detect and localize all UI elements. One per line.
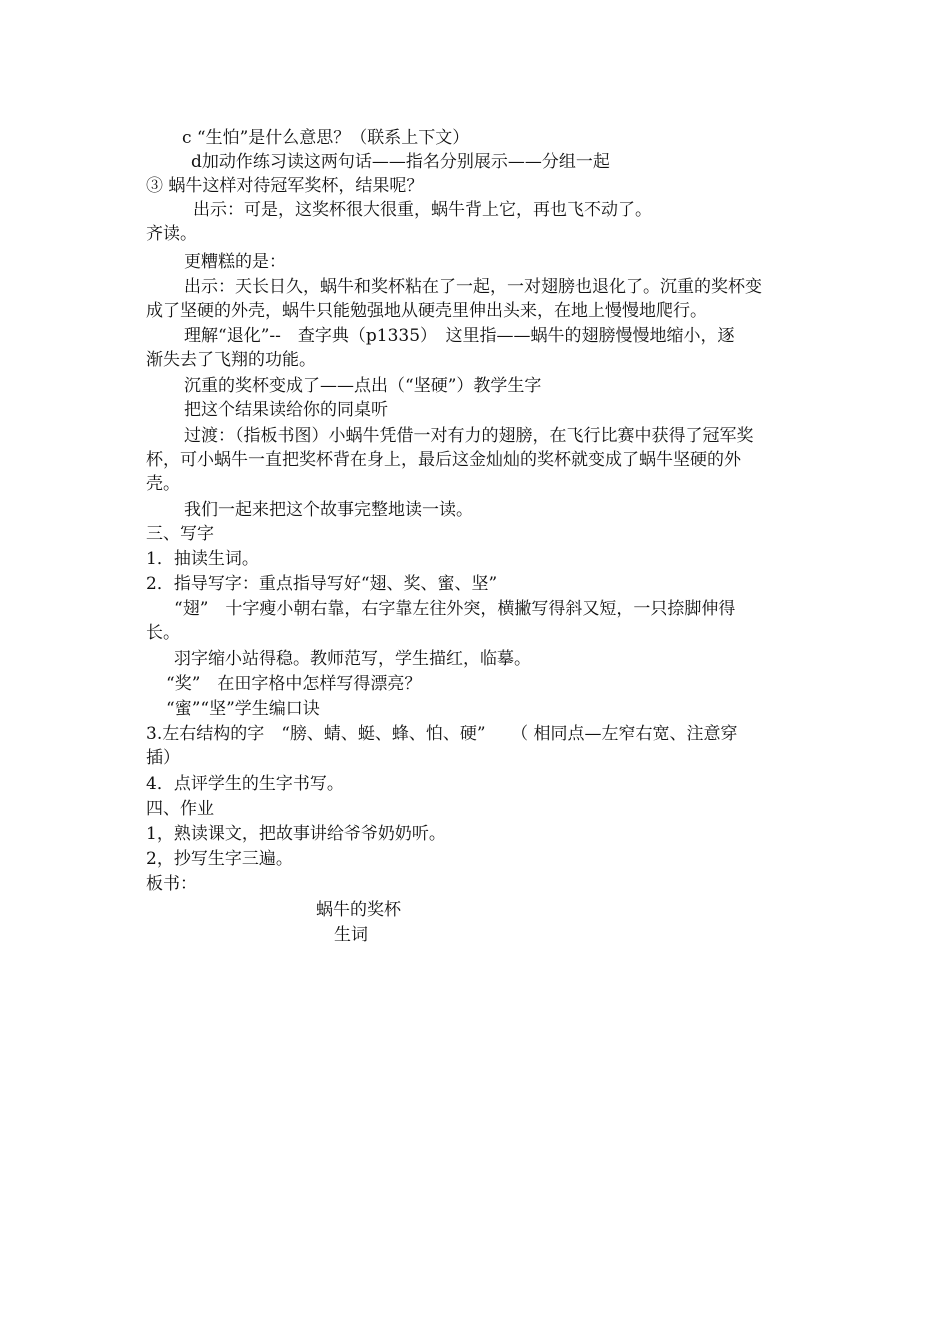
transition-line-1: 过渡：（指板书图）小蜗牛凭借一对有力的翅膀，在飞行比赛中获得了冠军奖 <box>184 426 754 446</box>
section-4-heading: 四、作业 <box>146 799 214 819</box>
understand-degenerate-line-2: 渐失去了飞翔的功能。 <box>146 350 316 370</box>
item-1: 1．抽读生词。 <box>146 549 259 569</box>
transition-line-2: 杯，可小蜗牛一直把奖杯背在身上，最后这金灿灿的奖杯就变成了蜗牛坚硬的外 <box>146 450 741 470</box>
board-label: 板书： <box>146 874 197 894</box>
display-sentence-1: 出示：可是，这奖杯很大很重，蜗牛背上它，再也飞不动了。 <box>193 200 652 220</box>
jiang-tip: “奖” 在田字格中怎样写得漂亮？ <box>166 674 422 694</box>
read-whole-story: 我们一起来把这个故事完整地读一读。 <box>184 500 473 520</box>
read-together: 齐读。 <box>146 224 197 244</box>
question-c: c “生怕”是什么意思？（联系上下文） <box>182 128 470 148</box>
understand-degenerate-line-1: 理解“退化”-- 查字典（p1335） 这里指——蜗牛的翅膀慢慢地缩小，逐 <box>184 326 735 346</box>
yu-tip: 羽字缩小站得稳。教师范写，学生描红，临摹。 <box>174 649 531 669</box>
display-sentence-2-line-2: 成了坚硬的外壳，蜗牛只能勉强地从硬壳里伸出头来，在地上慢慢地爬行。 <box>146 301 707 321</box>
item-4: 4．点评学生的生字书写。 <box>146 774 344 794</box>
chi-tip-line-1: “翅” 十字瘦小朝右靠，右字靠左往外突，横撇写得斜又短，一只捺脚伸得 <box>174 599 736 619</box>
item-3-line-2: 插） <box>146 748 180 768</box>
board-vocabulary: 生词 <box>334 925 368 945</box>
hard-shell-point: 沉重的奖杯变成了——点出（“坚硬”）教学生字 <box>184 376 542 396</box>
mi-jian-tip: “蜜”“坚”学生编口诀 <box>166 699 320 719</box>
chi-tip-line-2: 长。 <box>146 623 180 643</box>
section-3-heading: 三、写字 <box>146 524 214 544</box>
worse-is: 更糟糕的是： <box>184 252 286 272</box>
item-2: 2．指导写字：重点指导写好“翅、奖、蜜、坚” <box>146 574 498 594</box>
board-title: 蜗牛的奖杯 <box>316 900 401 920</box>
display-sentence-2-line-1: 出示：天长日久，蜗牛和奖杯粘在了一起，一对翅膀也退化了。沉重的奖杯变 <box>184 277 762 297</box>
homework-2: 2，抄写生字三遍。 <box>146 849 293 869</box>
step-d: d加动作练习读这两句话——指名分别展示——分组一起 <box>191 152 610 172</box>
transition-line-3: 壳。 <box>146 474 180 494</box>
read-to-deskmate: 把这个结果读给你的同桌听 <box>184 400 388 420</box>
item-3-line-1: 3.左右结构的字 “膀、蜻、蜓、蜂、怕、硬” （ 相同点—左窄右宽、注意穿 <box>146 724 738 744</box>
homework-1: 1，熟读课文，把故事讲给爷爷奶奶听。 <box>146 824 446 844</box>
step-3-heading: ③ 蜗牛这样对待冠军奖杯，结果呢？ <box>146 176 424 196</box>
